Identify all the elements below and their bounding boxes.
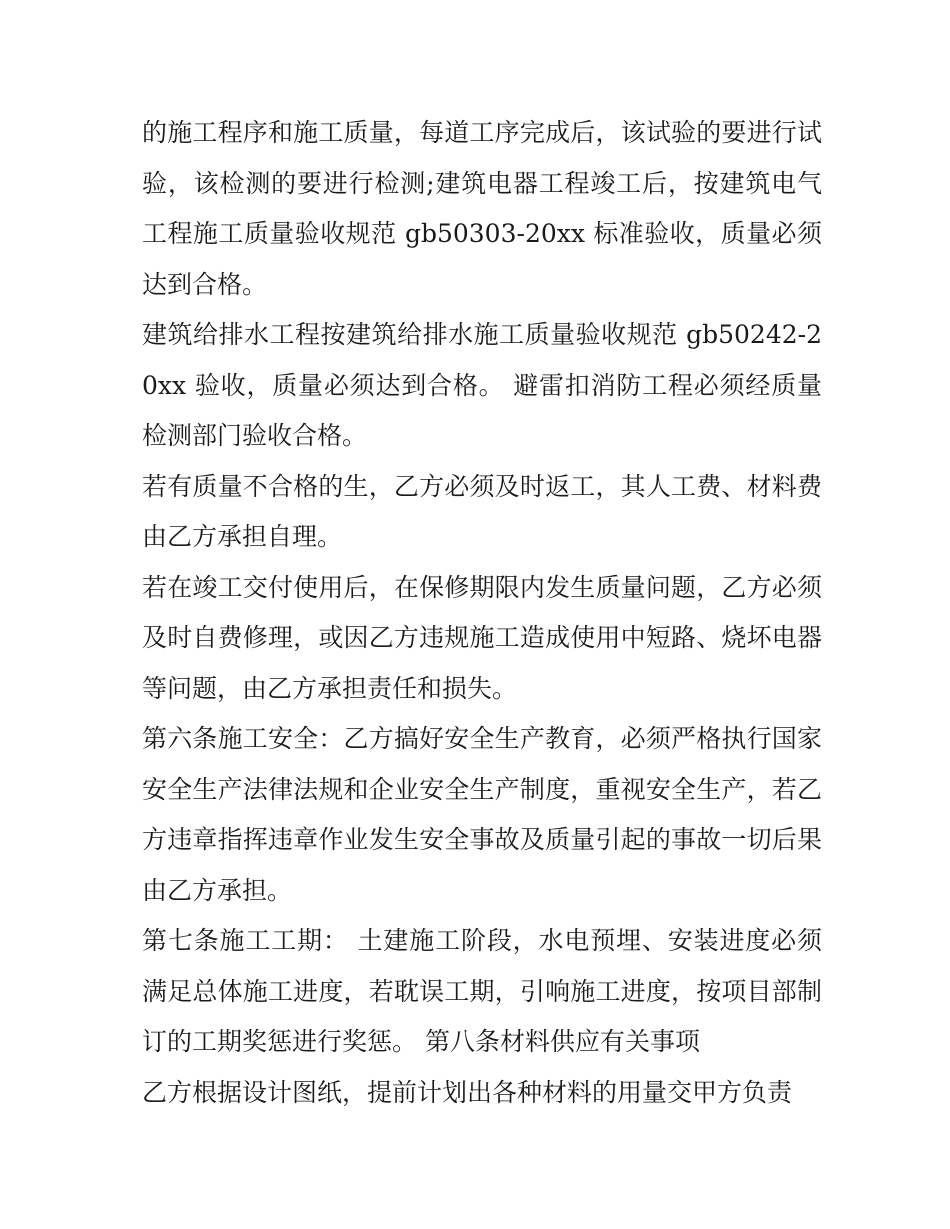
paragraph-article-7-schedule: 第七条施工工期： 土建施工阶段，水电预埋、安装进度必须满足总体施工进度，若耽误工期，引响施工进度，按项目部制订的工期奖惩进行奖惩。 第八条材料供应有关事项: [142, 926, 822, 1056]
paragraph-quality-plumbing: 建筑给排水工程按建筑给排水施工质量验收规范 gb50242-20xx 验收，质量必须达到合格。 避雷扣消防工程必须经质量检测部门验收合格。: [142, 320, 822, 450]
document-body: [142, 108, 822, 1118]
paragraph-article-6-safety: 第六条施工安全：乙方搞好安全生产教育，必须严格执行国家安全生产法律法规和企业安全生产制度，重视安全生产，若乙方违章指挥违章作业发生安全事故及质量引起的事故一切后果由乙方承担。: [142, 724, 822, 905]
paragraph-rework: 若有质量不合格的生，乙方必须及时返工，其人工费、材料费由乙方承担自理。: [142, 471, 822, 551]
paragraph-warranty: 若在竣工交付使用后，在保修期限内发生质量问题，乙方必须及时自费修理，或因乙方违规施工造成使用中短路、烧坏电器等问题，由乙方承担责任和损失。: [142, 572, 822, 703]
paragraph-materials: 乙方根据设计图纸，提前计划出各种材料的用量交甲方负责: [142, 1077, 793, 1107]
paragraph-quality-electrical: 的施工程序和施工质量，每道工序完成后，该试验的要进行试验，该检测的要进行检测;建筑电器工程竣工后，按建筑电气工程施工质量验收规范 gb50303-20xx 标准验收，质量必须达到合格。: [142, 118, 822, 299]
